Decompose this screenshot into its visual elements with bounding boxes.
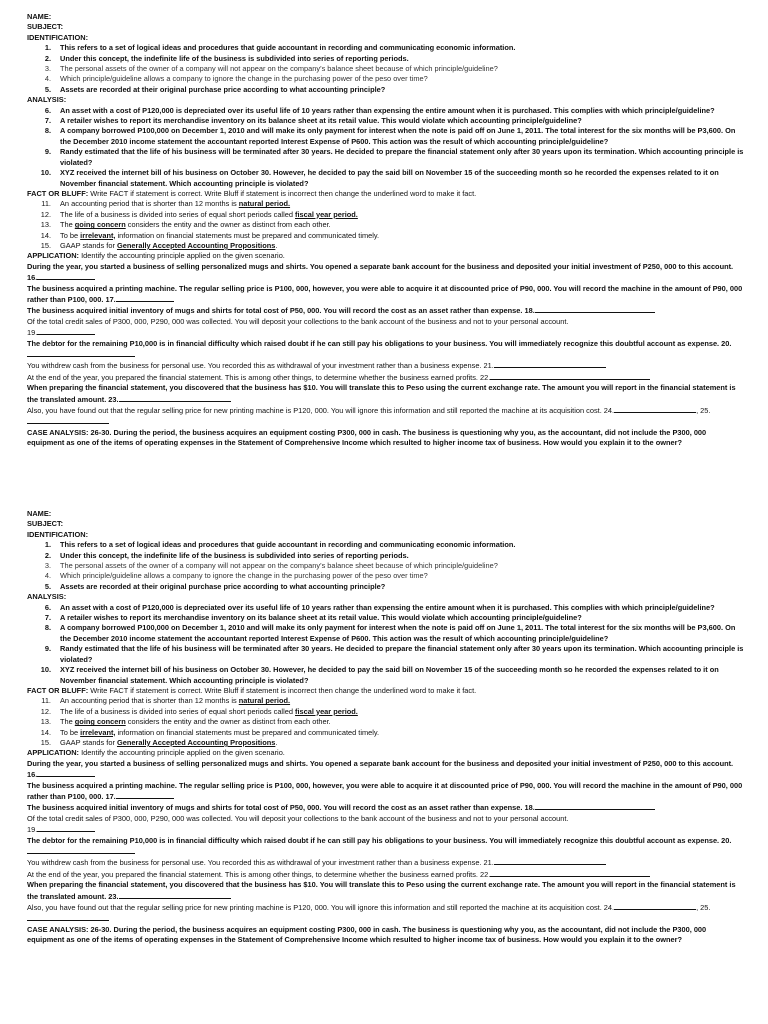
question-item: 9. Randy estimated that the life of his business will be terminated after 30 years. He decided to prepare the financial statement only after 30 years upon its termination. Which accounting principle is violated? bbox=[44, 644, 744, 664]
subject-label: SUBJECT: bbox=[27, 22, 64, 32]
answer-blank[interactable] bbox=[27, 913, 109, 921]
application-item: The business acquired a printing machine. The regular selling price is P100, 000, however, you were able to acquire it at discounted price of P90, 000. You will record the machine in the amount of P90, 000 rather than P100, 000. 17. bbox=[27, 780, 743, 801]
answer-blank[interactable] bbox=[116, 294, 174, 302]
application-item: When preparing the financial statement, you discovered that the business has $10. You will translate this to Peso using the current exchange rate. The amount you will report in the financial statement is the translated amount. 23. bbox=[27, 880, 736, 901]
question-item: 8. A company borrowed P100,000 on December 1, 2010 and will make its only payment for interest when the note is paid off on June 1, 2011. The total interest for the six months will be P3,600. On the December 2010 income statement the accountant reported Interest Expense of P600. This action was the result of which accounting principle/guideline? bbox=[44, 623, 736, 643]
application-item: Also, you have found out that the regular selling price for new printing machine is P120, 000. You will ignore this information and still reported the machine at its acquisition cost. 24. , 25. bbox=[27, 405, 745, 428]
question-item: 10. XYZ received the internet bill of his business on October 30. However, he decided to pay the said bill on November 15 of the succeeding month so he recorded the expenses related to it on November financial statement. Which accounting principle is violated? bbox=[40, 665, 719, 685]
question-item: 4. Which principle/guideline allows a company to ignore the change in the purchasing power of the peso over time? bbox=[44, 74, 428, 84]
name-label: NAME: bbox=[27, 509, 52, 518]
worksheet-page bbox=[27, 12, 745, 1006]
question-item: 14. To be irrelevant, information on financial statements must be prepared and communicated timely. bbox=[40, 230, 380, 240]
answer-blank[interactable] bbox=[535, 305, 655, 313]
application-item: You withdrew cash from the business for personal use. You recorded this as withdrawal of your investment rather than a business expense. 21. bbox=[27, 857, 745, 868]
application-instructions: APPLICATION: Identify the accounting principle applied on the given scenario. bbox=[27, 251, 285, 261]
application-item: The business acquired a printing machine. The regular selling price is P100, 000, however, you were able to acquire it at discounted price of P90, 000. You will record the machine in the amount of P90, 000 rather than P100, 000. 17. bbox=[27, 283, 743, 304]
case-analysis: CASE ANALYSIS: 26-30. During the period, the business acquires an equipment costing P300, 000 in cash. The business is questioning why you, as the accountant, did not include the P300, 000 equipment as one of the items of operating expenses in the Statement of Comprehensive Income which resulted to higher income tax of business. How would you explain it to the owner? bbox=[27, 924, 707, 945]
answer-blank[interactable] bbox=[27, 846, 135, 854]
answer-blank[interactable] bbox=[614, 405, 696, 413]
answer-blank[interactable] bbox=[119, 891, 231, 899]
fact-or-bluff-instructions: FACT OR BLUFF: Write FACT if statement is correct. Write Bluff if statement is incorrect then change the underlined word to make it fact. bbox=[27, 685, 477, 695]
application-item: At the end of the year, you prepared the financial statement. This is among other things, to determine whether the business earned profits. 22. bbox=[27, 869, 745, 880]
question-item: 12. The life of a business is divided into series of equal short periods called fiscal year period. bbox=[40, 706, 358, 716]
answer-blank[interactable] bbox=[494, 857, 606, 865]
case-analysis: CASE ANALYSIS: 26-30. During the period, the business acquires an equipment costing P300, 000 in cash. The business is questioning why you, as the accountant, did not include the P300, 000 equipment as one of the items of operating expenses in the Statement of Comprehensive Income which resulted to higher income tax of business. How would you explain it to the owner? bbox=[27, 427, 707, 448]
answer-blank[interactable] bbox=[37, 272, 95, 280]
question-item: 11. An accounting period that is shorter than 12 months is natural period. bbox=[41, 696, 291, 706]
name-label: NAME: bbox=[27, 12, 52, 21]
identification-heading: IDENTIFICATION: bbox=[27, 32, 89, 42]
answer-blank[interactable] bbox=[37, 769, 95, 777]
question-item: 9. Randy estimated that the life of his business will be terminated after 30 years. He decided to prepare the financial statement only after 30 years upon its termination. Which accounting principle is violated? bbox=[44, 147, 744, 167]
question-item: 1. This refers to a set of logical ideas and procedures that guide accountant in recording and communicating economic information. bbox=[44, 540, 516, 550]
question-item: 5. Assets are recorded at their original purchase price according to what accounting principle? bbox=[44, 84, 386, 94]
question-item: 3. The personal assets of the owner of a company will not appear on the company’s balance sheet because of which principle/guideline? bbox=[44, 64, 498, 74]
question-item: 13. The going concern considers the entity and the owner as distinct from each other. bbox=[40, 220, 331, 230]
question-item: 8. A company borrowed P100,000 on December 1, 2010 and will make its only payment for interest when the note is paid off on June 1, 2011. The total interest for the six months will be P3,600. On the December 2010 income statement the accountant reported Interest Expense of P600. This action was the result of which accounting principle/guideline? bbox=[44, 126, 736, 146]
question-item: 2. Under this concept, the indefinite life of the business is subdivided into series of reporting periods. bbox=[44, 53, 409, 63]
question-item: 2. Under this concept, the indefinite life of the business is subdivided into series of reporting periods. bbox=[44, 550, 409, 560]
application-item: The debtor for the remaining P10,000 is in financial difficulty which raised doubt if he can still pay his obligations to your business. You will immediately recognize this doubtful account as expense. 20. bbox=[27, 339, 745, 361]
application-item: Also, you have found out that the regular selling price for new printing machine is P120, 000. You will ignore this information and still reported the machine at its acquisition cost. 24. , 25. bbox=[27, 902, 745, 925]
answer-blank[interactable] bbox=[490, 869, 650, 877]
question-item: 6. An asset with a cost of P120,000 is depreciated over its useful life of 10 years rather than expensing the entire amount when it is purchased. This complies with which principle/guideline? bbox=[44, 602, 715, 612]
answer-blank[interactable] bbox=[27, 416, 109, 424]
application-item: The debtor for the remaining P10,000 is in financial difficulty which raised doubt if he can still pay his obligations to your business. You will immediately recognize this doubtful account as expense. 20. bbox=[27, 836, 745, 858]
application-item: Of the total credit sales of P300, 000, P290, 000 was collected. You will deposit your collections to the bank account of the business and not to your personal account. bbox=[27, 813, 569, 823]
question-item: 5. Assets are recorded at their original purchase price according to what accounting principle? bbox=[44, 581, 386, 591]
question-item: 13. The going concern considers the entity and the owner as distinct from each other. bbox=[40, 717, 331, 727]
question-item: 6. An asset with a cost of P120,000 is depreciated over its useful life of 10 years rather than expensing the entire amount when it is purchased. This complies with which principle/guideline? bbox=[44, 105, 715, 115]
answer-blank[interactable] bbox=[37, 824, 95, 832]
application-item: At the end of the year, you prepared the financial statement. This is among other things, to determine whether the business earned profits. 22. bbox=[27, 372, 745, 383]
application-item: During the year, you started a business of selling personalized mugs and shirts. You opened a separate bank account for the business and deposited your initial investment of P250, 000 to this account. 16. bbox=[27, 758, 734, 780]
question-item: 15. GAAP stands for Generally Accepted Accounting Propositions. bbox=[40, 737, 278, 747]
question-item: 14. To be irrelevant, information on financial statements must be prepared and communicated timely. bbox=[40, 727, 380, 737]
answer-blank[interactable] bbox=[614, 902, 696, 910]
application-item: 19. bbox=[27, 824, 745, 835]
application-instructions: APPLICATION: Identify the accounting principle applied on the given scenario. bbox=[27, 748, 285, 758]
subject-label: SUBJECT: bbox=[27, 519, 64, 529]
fact-or-bluff-instructions: FACT OR BLUFF: Write FACT if statement is correct. Write Bluff if statement is incorrect then change the underlined word to make it fact. bbox=[27, 188, 477, 198]
analysis-heading: ANALYSIS: bbox=[27, 95, 67, 105]
application-item: When preparing the financial statement, you discovered that the business has $10. You will translate this to Peso using the current exchange rate. The amount you will report in the financial statement is the translated amount. 23. bbox=[27, 383, 736, 404]
answer-blank[interactable] bbox=[490, 372, 650, 380]
analysis-heading: ANALYSIS: bbox=[27, 592, 67, 602]
question-item: 4. Which principle/guideline allows a company to ignore the change in the purchasing power of the peso over time? bbox=[44, 571, 428, 581]
question-item: 11. An accounting period that is shorter than 12 months is natural period. bbox=[41, 199, 291, 209]
answer-blank[interactable] bbox=[494, 360, 606, 368]
question-item: 12. The life of a business is divided into series of equal short periods called fiscal year period. bbox=[40, 209, 358, 219]
question-item: 1. This refers to a set of logical ideas and procedures that guide accountant in recording and communicating economic information. bbox=[44, 43, 516, 53]
question-item: 3. The personal assets of the owner of a company will not appear on the company’s balance sheet because of which principle/guideline? bbox=[44, 561, 498, 571]
application-item: Of the total credit sales of P300, 000, P290, 000 was collected. You will deposit your collections to the bank account of the business and not to your personal account. bbox=[27, 316, 569, 326]
worksheet-copy-2 bbox=[27, 509, 745, 1006]
application-item: The business acquired initial inventory of mugs and shirts for total cost of P50, 000. You will record the cost as an asset rather than expense. 18. bbox=[27, 802, 745, 813]
identification-heading: IDENTIFICATION: bbox=[27, 529, 89, 539]
worksheet-copy-1 bbox=[27, 12, 745, 509]
answer-blank[interactable] bbox=[119, 394, 231, 402]
answer-blank[interactable] bbox=[116, 791, 174, 799]
answer-blank[interactable] bbox=[37, 327, 95, 335]
application-item: The business acquired initial inventory of mugs and shirts for total cost of P50, 000. You will record the cost as an asset rather than expense. 18. bbox=[27, 305, 745, 316]
application-item: During the year, you started a business of selling personalized mugs and shirts. You opened a separate bank account for the business and deposited your initial investment of P250, 000 to this account. 16. bbox=[27, 261, 734, 283]
answer-blank[interactable] bbox=[27, 349, 135, 357]
question-item: 10. XYZ received the internet bill of his business on October 30. However, he decided to pay the said bill on November 15 of the succeeding month so he recorded the expenses related to it on November financial statement. Which accounting principle is violated? bbox=[40, 168, 719, 188]
answer-blank[interactable] bbox=[535, 802, 655, 810]
question-item: 7. A retailer wishes to report its merchandise inventory on its balance sheet at its retail value. This would violate which accounting principle/guideline? bbox=[44, 613, 582, 623]
application-item: 19. bbox=[27, 327, 745, 338]
application-item: You withdrew cash from the business for personal use. You recorded this as withdrawal of your investment rather than a business expense. 21. bbox=[27, 360, 745, 371]
question-item: 7. A retailer wishes to report its merchandise inventory on its balance sheet at its retail value. This would violate which accounting principle/guideline? bbox=[44, 116, 582, 126]
question-item: 15. GAAP stands for Generally Accepted Accounting Propositions. bbox=[40, 240, 278, 250]
